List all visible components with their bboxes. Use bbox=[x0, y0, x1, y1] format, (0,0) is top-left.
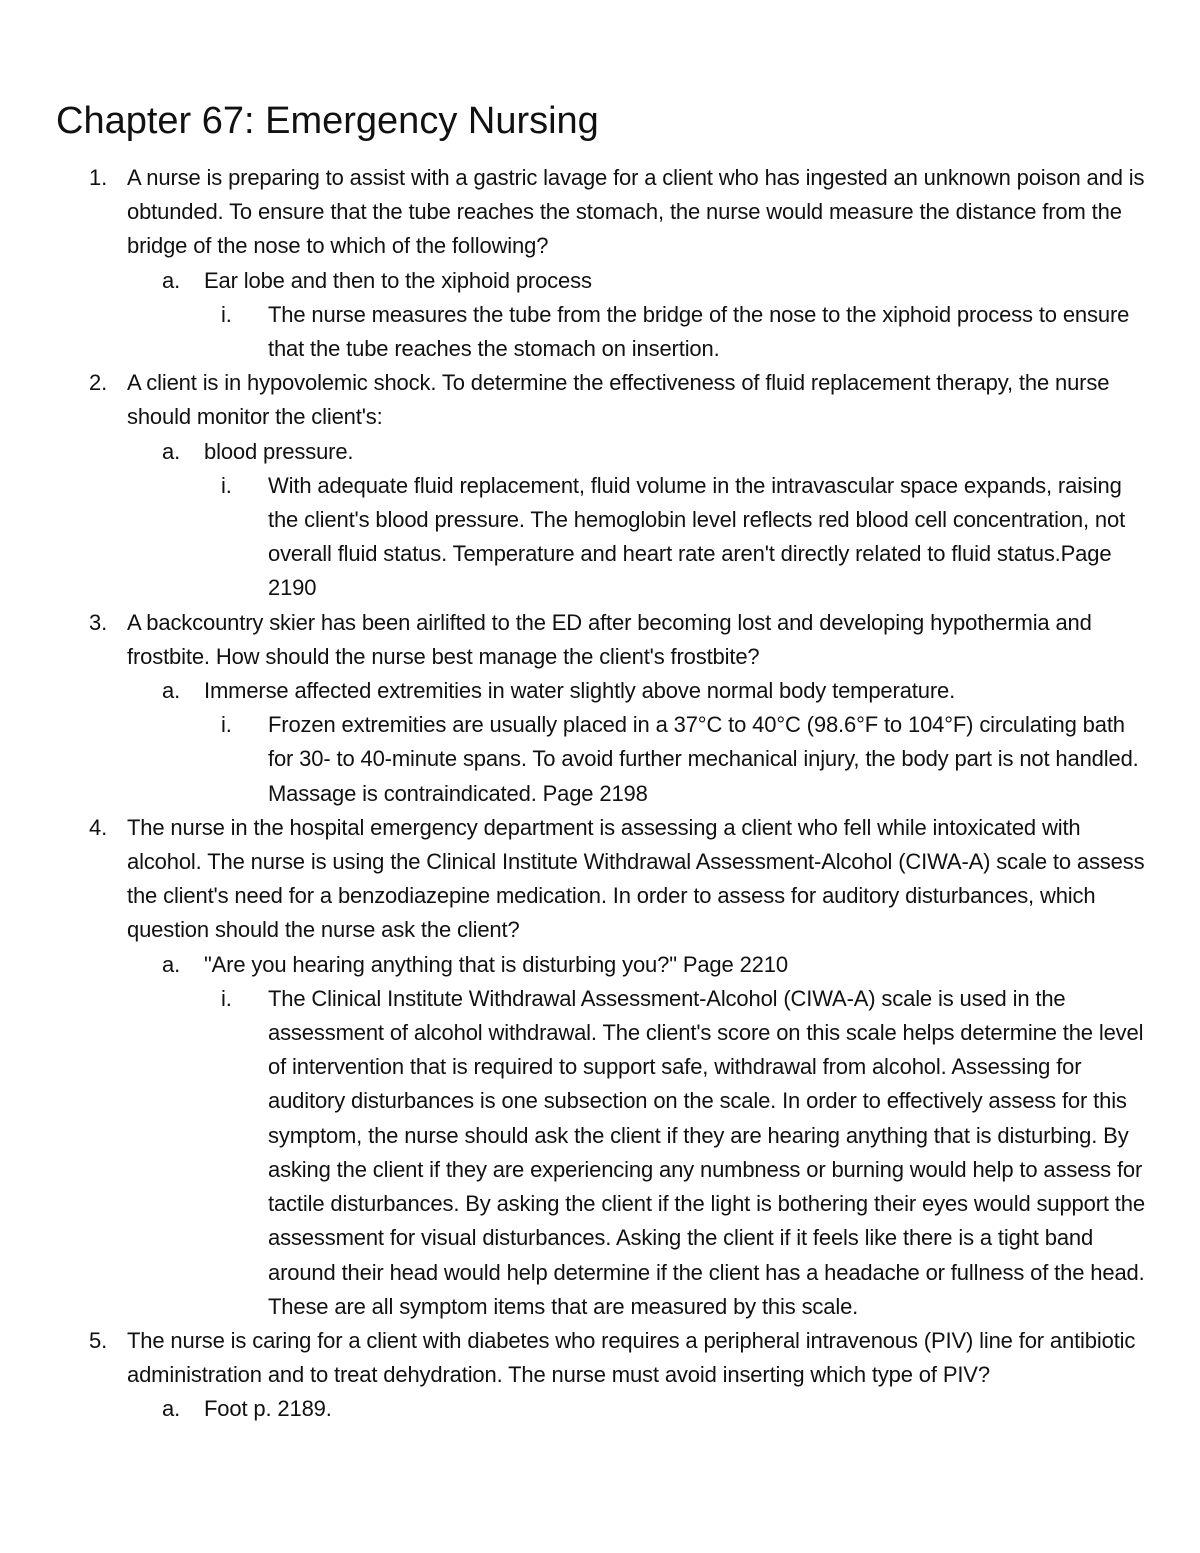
question-number: 1. bbox=[89, 165, 108, 190]
question-item bbox=[0, 1324, 1152, 1392]
question-item bbox=[0, 811, 1152, 948]
rationale-item bbox=[0, 298, 1148, 366]
answer-marker: a. bbox=[162, 438, 181, 464]
answer-text: "Are you hearing anything that is disturbing you?" Page 2210 bbox=[204, 951, 788, 977]
rationale-text: Frozen extremities are usually placed in a 37°C to 40°C (98.6°F to 104°F) circulating bath for 30- to 40-minute spans. To avoid further mechanical injury, the body part is not handled. Massage is contraindicated. Page 2198 bbox=[268, 712, 1139, 806]
rationale-item bbox=[0, 469, 1148, 606]
question-list bbox=[0, 161, 1200, 1427]
answer-marker: a. bbox=[162, 678, 181, 704]
answer-text: Foot p. 2189. bbox=[204, 1396, 332, 1422]
question-number: 3. bbox=[89, 609, 108, 635]
answer-marker: a. bbox=[162, 1396, 181, 1422]
page-title: Chapter 67: Emergency Nursing bbox=[56, 100, 599, 142]
answer-text: Immerse affected extremities in water slightly above normal body temperature. bbox=[204, 678, 956, 704]
answer-marker: a. bbox=[162, 267, 181, 293]
question-number: 2. bbox=[89, 370, 108, 396]
question-number: 4. bbox=[89, 814, 108, 840]
rationale-text: The Clinical Institute Withdrawal Assessment-Alcohol (CIWA-A) scale is used in the assessment of alcohol withdrawal. The client's score on this scale helps determine the level of intervention that is required to support safe, withdrawal from alcohol. Assessing for auditory disturbances is one subsection on the scale. In order to effectively assess for this symptom, the nurse should ask the client if they are hearing anything that is disturbing. By asking the client if they are experiencing any numbness or burning would help to assess for tactile disturbances. By asking the client if the light is bothering their eyes would support the assessment for visual disturbances. Asking the client if it feels like there is a tight band around their head would help determine if the client has a headache or fullness of the head. These are all symptom items that are measured by this scale. bbox=[268, 985, 1145, 1319]
answer-marker: a. bbox=[162, 951, 181, 977]
question-text: A client is in hypovolemic shock. To determine the effectiveness of fluid replacement therapy, the nurse should monitor the client's: bbox=[127, 370, 1110, 430]
rationale-marker: i. bbox=[221, 301, 232, 327]
rationale-marker: i. bbox=[221, 472, 232, 498]
question-item bbox=[0, 606, 1152, 674]
answer-text: Ear lobe and then to the xiphoid process bbox=[204, 267, 592, 293]
rationale-marker: i. bbox=[221, 985, 232, 1011]
rationale-marker: i. bbox=[221, 712, 232, 738]
rationale-item bbox=[0, 708, 1148, 811]
question-text: The nurse in the hospital emergency department is assessing a client who fell while intoxicated with alcohol. The nurse is using the Clinical Institute Withdrawal Assessment-Alcohol (CIWA-A) scale to assess the client's need for a benzodiazepine medication. In order to assess for auditory disturbances, which question should the nurse ask the client? bbox=[127, 814, 1145, 943]
answer-text: blood pressure. bbox=[204, 438, 354, 464]
answer-item bbox=[0, 674, 1164, 708]
answer-item bbox=[0, 435, 1164, 469]
question-item bbox=[0, 161, 1152, 264]
question-number: 5. bbox=[89, 1327, 108, 1353]
question-text: The nurse is caring for a client with diabetes who requires a peripheral intravenous (PIV) line for antibiotic administration and to treat dehydration. The nurse must avoid inserting which type of PIV? bbox=[127, 1327, 1136, 1388]
answer-item bbox=[0, 1392, 1164, 1426]
rationale-text: With adequate fluid replacement, fluid volume in the intravascular space expands, raising the client's blood pressure. The hemoglobin level reflects red blood cell concentration, not overall fluid status. Temperature and heart rate aren't directly related to fluid status.Page 2190 bbox=[268, 472, 1126, 601]
answer-item bbox=[0, 264, 1164, 298]
rationale-item bbox=[0, 982, 1148, 1324]
answer-item bbox=[0, 948, 1164, 982]
question-text: A backcountry skier has been airlifted to the ED after becoming lost and developing hypothermia and frostbite. How should the nurse best manage the client's frostbite? bbox=[127, 609, 1092, 669]
question-text: A nurse is preparing to assist with a gastric lavage for a client who has ingested an unknown poison and is obtunded. To ensure that the tube reaches the stomach, the nurse would measure the distance from the bridge of the nose to which of the following? bbox=[127, 165, 1145, 259]
rationale-text: The nurse measures the tube from the bridge of the nose to the xiphoid process to ensure that the tube reaches the stomach on insertion. bbox=[268, 301, 1130, 362]
question-item bbox=[0, 366, 1152, 434]
